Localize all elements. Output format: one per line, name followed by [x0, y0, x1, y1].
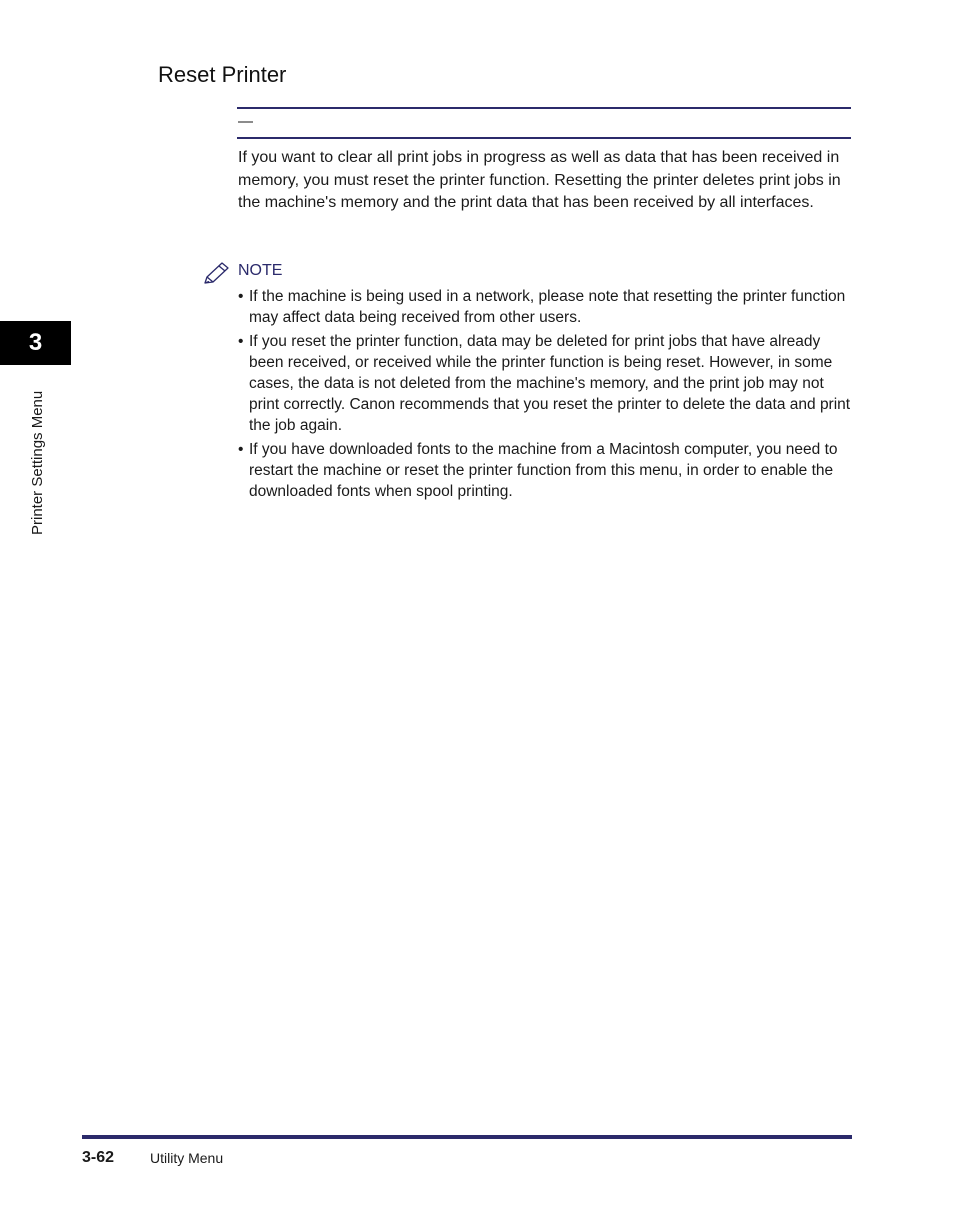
body-paragraph: If you want to clear all print jobs in progress as well as data that has been received in memory, you must reset the printer function. Resetting the printer deletes print jobs in the machine's memory and the print data that has been received by all interfaces. [238, 149, 841, 212]
note-item-text: If you reset the printer function, data may be deleted for print jobs that have already been received, or received while the printer function is being reset. However, in some cases, the data is not deleted from the machine's memory, and the print job may not print correctly. Canon recommends that you reset the printer to delete the data and print the job again. [249, 333, 851, 434]
pencil-icon [202, 260, 232, 286]
note-item-text: If the machine is being used in a network, please note that resetting the printer function may affect data being received from other users. [249, 288, 846, 326]
chapter-tab: 3 [0, 321, 71, 365]
section-title: Reset Printer [158, 62, 287, 87]
note-item-text: If you have downloaded fonts to the machine from a Macintosh computer, you need to restart the machine or reset the printer function from this menu, in order to enable the downloaded fonts when spool printing. [249, 441, 838, 500]
note-item [238, 439, 852, 502]
page-number: 3-62 [82, 1149, 115, 1166]
settings-box [237, 107, 851, 139]
bullet-marker: • [238, 333, 244, 350]
note-item [238, 331, 852, 436]
note-item [238, 286, 852, 328]
footer-title: Utility Menu [150, 1150, 224, 1166]
bullet-marker: • [238, 288, 244, 305]
note-heading: NOTE [238, 262, 283, 279]
note-list [238, 286, 852, 505]
footer-rule [82, 1135, 852, 1139]
chapter-side-label: Printer Settings Menu [29, 390, 46, 535]
settings-value: — [238, 113, 253, 130]
bullet-marker: • [238, 441, 244, 458]
